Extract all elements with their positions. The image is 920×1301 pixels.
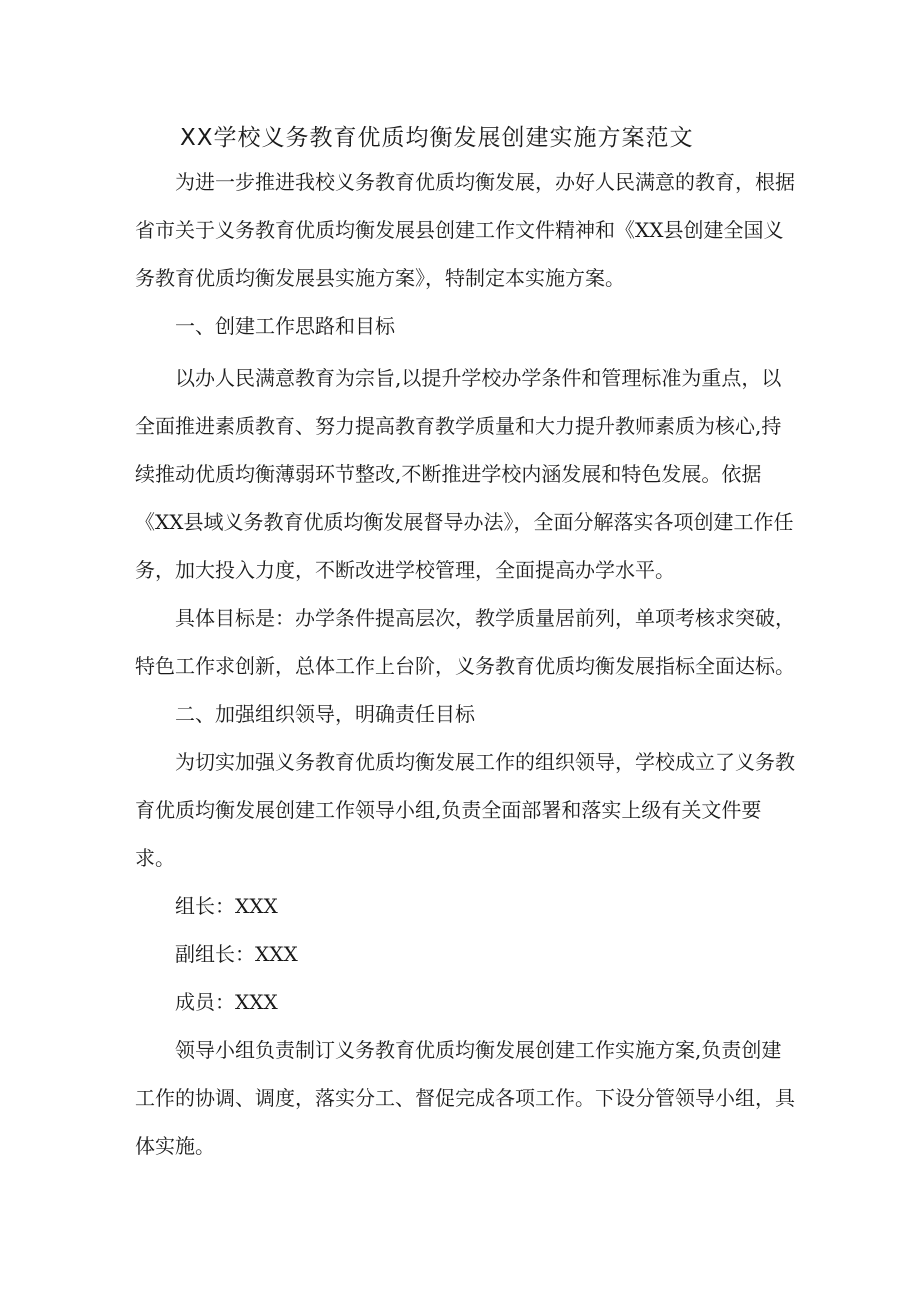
deputy-leader-line: 副组长：XXX (175, 942, 298, 966)
intro-paragraph: 为进一步推进我校义务教育优质均衡发展，办好人民满意的教育，根据省市关于义务教育优质均衡发展县创建工作文件精神和《XX县创建全国义务教育优质均衡发展县实施方案》，特制定本实施方案。 (135, 170, 795, 290)
leader-line: 组长：XXX (175, 894, 278, 918)
section-1-heading: 一、创建工作思路和目标 (175, 314, 395, 338)
section-2-heading: 二、加强组织领导，明确责任目标 (175, 702, 475, 726)
section-2-paragraph-2: 领导小组负责制订义务教育优质均衡发展创建工作实施方案,负责创建工作的协调、调度，落实分工、督促完成各项工作。下设分管领导小组，具体实施。 (135, 1038, 795, 1158)
section-1-paragraph-1: 以办人民满意教育为宗旨,以提升学校办学条件和管理标准为重点，以全面推进素质教育、努力提高教育教学质量和大力提升教师素质为核心,持续推动优质均衡薄弱环节整改,不断推进学校内涵发展和特色发展。依据《XX县域义务教育优质均衡发展督导办法》，全面分解落实各项创建工作任务，加大投入力度，不断改进学校管理，全面提高办学水平。 (135, 366, 794, 582)
section-1-paragraph-2: 具体目标是：办学条件提高层次，教学质量居前列，单项考核求突破，特色工作求创新，总体工作上台阶，义务教育优质均衡发展指标全面达标。 (135, 606, 795, 678)
members-line: 成员：XXX (175, 990, 278, 1014)
section-2-paragraph-1: 为切实加强义务教育优质均衡发展工作的组织领导，学校成立了义务教育优质均衡发展创建工作领导小组,负责全面部署和落实上级有关文件要求。 (135, 750, 795, 870)
document-title: XX学校义务教育优质均衡发展创建实施方案范文 (180, 125, 694, 151)
